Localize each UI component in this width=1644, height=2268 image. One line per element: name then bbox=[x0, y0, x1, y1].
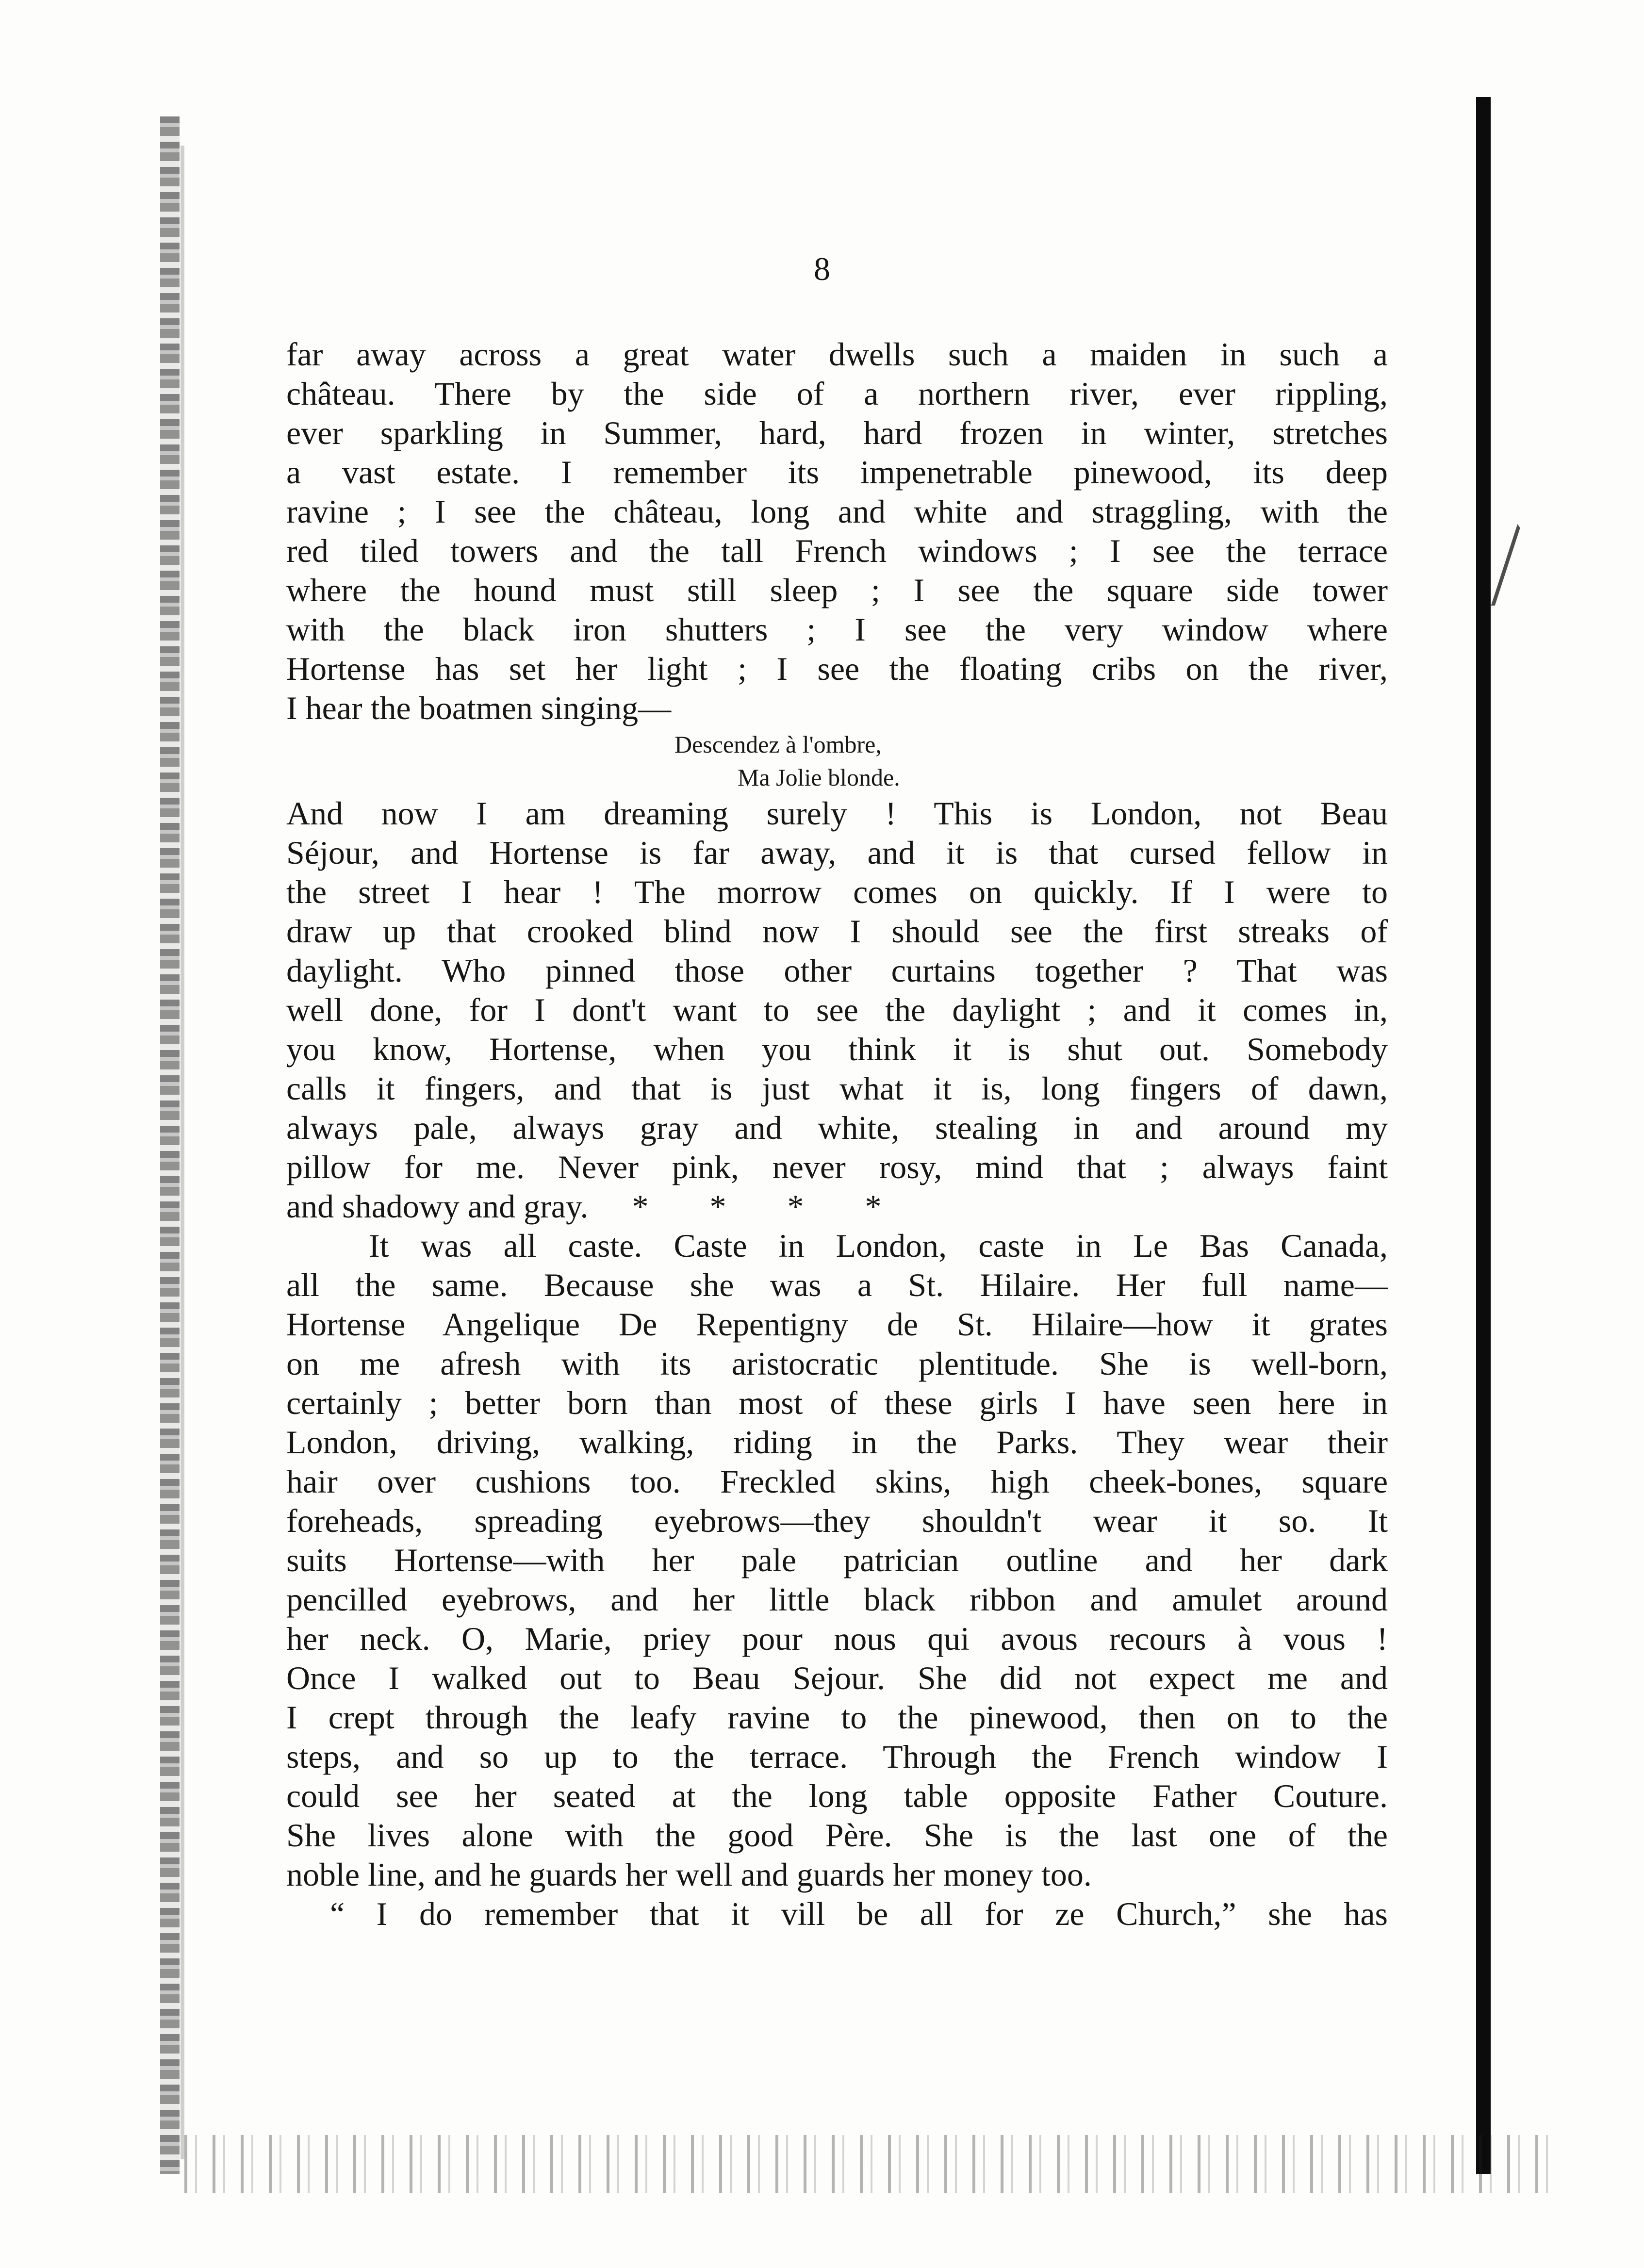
text-line: steps, and so up to the terrace. Through the French window I bbox=[286, 1738, 1388, 1775]
text-line: London, driving, walking, riding in the Parks. They wear their bbox=[286, 1424, 1388, 1461]
text-line-with-stars bbox=[286, 1187, 1388, 1226]
star: * bbox=[632, 1188, 649, 1225]
verse-block bbox=[286, 728, 1388, 794]
text-line: draw up that crooked blind now I should see the first streaks of bbox=[286, 913, 1388, 950]
text-line: Hortense has set her light ; I see the floating cribs on the river, bbox=[286, 650, 1388, 687]
text-line: ravine ; I see the château, long and white and straggling, with the bbox=[286, 493, 1388, 530]
text-line: you know, Hortense, when you think it is shut out. Somebody bbox=[286, 1031, 1388, 1068]
text-line: It was all caste. Caste in London, caste in Le Bas Canada, bbox=[369, 1227, 1388, 1264]
section-break-stars bbox=[589, 1188, 943, 1225]
text-line: certainly ; better born than most of these girls I have seen here in bbox=[286, 1384, 1388, 1421]
text-line: foreheads, spreading eyebrows—they shouldn't wear it so. It bbox=[286, 1502, 1388, 1539]
scan-bottom-noise bbox=[184, 2135, 1553, 2193]
scan-right-border bbox=[1476, 97, 1491, 2174]
text-line: château. There by the side of a northern river, ever rippling, bbox=[286, 375, 1388, 412]
margin-pen-mark bbox=[1491, 524, 1565, 606]
text-line: suits Hortense—with her pale patrician outline and her dark bbox=[286, 1542, 1388, 1578]
star: * bbox=[865, 1188, 882, 1225]
text-line: a vast estate. I remember its impenetrable pinewood, its deep bbox=[286, 454, 1388, 491]
text-line: red tiled towers and the tall French windows ; I see the terrace bbox=[286, 532, 1388, 569]
scan-binding-edge bbox=[160, 116, 180, 2174]
text-line: Hortense Angelique De Repentigny de St. Hilaire—how it grates bbox=[286, 1306, 1388, 1343]
page-number: 8 bbox=[814, 250, 830, 287]
paragraph-4 bbox=[286, 1894, 1388, 1934]
text-line: I crept through the leafy ravine to the pinewood, then on to the bbox=[286, 1699, 1388, 1736]
text-line: calls it fingers, and that is just what it is, long fingers of dawn, bbox=[286, 1070, 1388, 1107]
text-line: her neck. O, Marie, priey pour nous qui avous recours à vous ! bbox=[286, 1620, 1388, 1657]
verse-line: Ma Jolie blonde. bbox=[738, 764, 900, 791]
text-line: hair over cushions too. Freckled skins, high cheek-bones, square bbox=[286, 1463, 1388, 1500]
text-line: with the black iron shutters ; I see the very window where bbox=[286, 611, 1388, 648]
body-text bbox=[286, 335, 1388, 1934]
text-line: Séjour, and Hortense is far away, and it is that cursed fellow in bbox=[286, 834, 1388, 871]
paragraph-1 bbox=[286, 335, 1388, 728]
text-line: and shadowy and gray. bbox=[286, 1188, 589, 1225]
text-line: far away across a great water dwells such a maiden in such a bbox=[286, 336, 1388, 373]
star: * bbox=[709, 1188, 726, 1225]
text-line: pencilled eyebrows, and her little black ribbon and amulet around bbox=[286, 1581, 1388, 1618]
text-line: “ I do remember that it vill be all for ze Church,” she has bbox=[330, 1895, 1388, 1932]
verse-line: Descendez à l'ombre, bbox=[674, 731, 882, 758]
star: * bbox=[787, 1188, 804, 1225]
text-line: pillow for me. Never pink, never rosy, mind that ; always faint bbox=[286, 1149, 1388, 1185]
text-line: where the hound must still sleep ; I see the square side tower bbox=[286, 572, 1388, 608]
text-line: And now I am dreaming surely ! This is London, not Beau bbox=[286, 795, 1388, 832]
text-line: I hear the boatmen singing— bbox=[286, 690, 672, 726]
text-line: ever sparkling in Summer, hard, hard frozen in winter, stretches bbox=[286, 414, 1388, 451]
paragraph-2 bbox=[286, 794, 1388, 1226]
text-line: the street I hear ! The morrow comes on quickly. If I were to bbox=[286, 873, 1388, 910]
text-line: daylight. Who pinned those other curtains together ? That was bbox=[286, 952, 1388, 989]
text-line: She lives alone with the good Père. She is the last one of the bbox=[286, 1817, 1388, 1854]
paragraph-3 bbox=[286, 1226, 1388, 1894]
text-line: could see her seated at the long table opposite Father Couture. bbox=[286, 1777, 1388, 1814]
text-line: noble line, and he guards her well and guards her money too. bbox=[286, 1856, 1092, 1893]
text-line: on me afresh with its aristocratic plentitude. She is well-born, bbox=[286, 1345, 1388, 1382]
scan-binding-shadow bbox=[181, 146, 184, 2159]
text-line: always pale, always gray and white, stealing in and around my bbox=[286, 1109, 1388, 1146]
text-line: Once I walked out to Beau Sejour. She did not expect me and bbox=[286, 1660, 1388, 1696]
text-line: well done, for I dont't want to see the daylight ; and it comes in, bbox=[286, 991, 1388, 1028]
text-line: all the same. Because she was a St. Hilaire. Her full name— bbox=[286, 1266, 1388, 1303]
